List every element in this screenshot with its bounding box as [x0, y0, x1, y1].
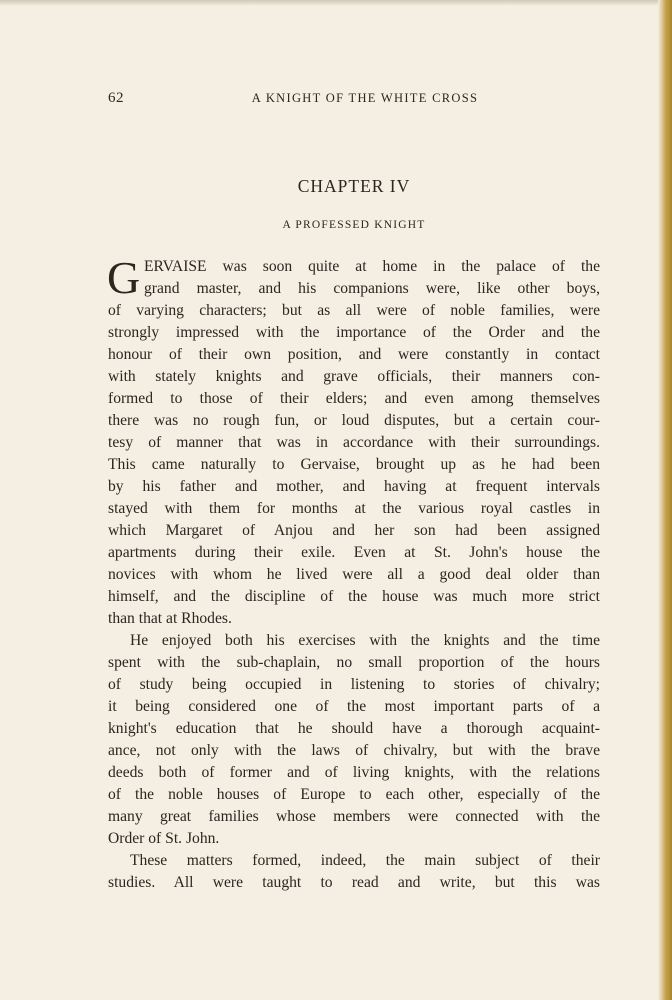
text-line: Order of St. John.: [108, 830, 220, 847]
chapter-subtitle: A PROFESSED KNIGHT: [282, 219, 426, 231]
text-line: by his father and mother, and having at frequent intervals: [108, 478, 600, 495]
drop-cap: G: [107, 252, 141, 303]
text-line: which Margaret of Anjou and her son had been assigned: [108, 522, 600, 539]
text-line: knight's education that he should have a thorough acquaint-: [108, 720, 600, 737]
text-line: studies. All were taught to read and write, but this was: [108, 874, 600, 891]
page-gilt-edge: [658, 0, 672, 1000]
text-line: of study being occupied in listening to stories of chivalry;: [108, 676, 600, 693]
text-line: ance, not only with the laws of chivalry, but with the brave: [108, 742, 600, 759]
text-line: grand master, and his companions were, like other boys,: [144, 280, 600, 297]
text-line: stayed with them for months at the various royal castles in: [108, 500, 600, 517]
running-head: A KNIGHT OF THE WHITE CROSS: [251, 91, 479, 105]
text-line: apartments during their exile. Even at St. John's house the: [108, 544, 600, 561]
text-line: These matters formed, indeed, the main subject of their: [130, 852, 600, 869]
page-top-edge: [0, 0, 672, 6]
text-line: of varying characters; but as all were of noble families, were: [108, 302, 600, 319]
text-line: deeds both of former and of living knights, with the relations: [108, 764, 600, 781]
text-line: strongly impressed with the importance of the Order and the: [108, 324, 600, 341]
text-line: novices with whom he lived were all a good deal older than: [108, 566, 600, 583]
text-line: formed to those of their elders; and even among themselves: [108, 390, 600, 407]
text-line: it being considered one of the most important parts of a: [108, 698, 600, 715]
text-line: tesy of manner that was in accordance with their surroundings.: [108, 434, 600, 451]
body-text: [107, 252, 600, 894]
text-line: This came naturally to Gervaise, brought up as he had been: [108, 456, 600, 473]
text-line: himself, and the discipline of the house was much more strict: [108, 588, 600, 605]
text-line: He enjoyed both his exercises with the knights and the time: [130, 632, 600, 649]
text-line: spent with the sub-chaplain, no small proportion of the hours: [108, 654, 600, 671]
text-line: honour of their own position, and were constantly in contact: [108, 346, 600, 363]
page-header: [108, 90, 600, 110]
chapter-title: CHAPTER IV: [297, 176, 411, 196]
text-line: ERVAISE was soon quite at home in the palace of the: [144, 258, 600, 275]
text-line: many great families whose members were connected with the: [108, 808, 600, 825]
page-number: 62: [108, 90, 124, 106]
text-line: of the noble houses of Europe to each other, especially of the: [108, 786, 600, 803]
text-line: there was no rough fun, or loud disputes, but a certain cour-: [108, 412, 600, 429]
text-line: with stately knights and grave officials, their manners con-: [108, 368, 600, 385]
text-line: than that at Rhodes.: [108, 610, 232, 627]
